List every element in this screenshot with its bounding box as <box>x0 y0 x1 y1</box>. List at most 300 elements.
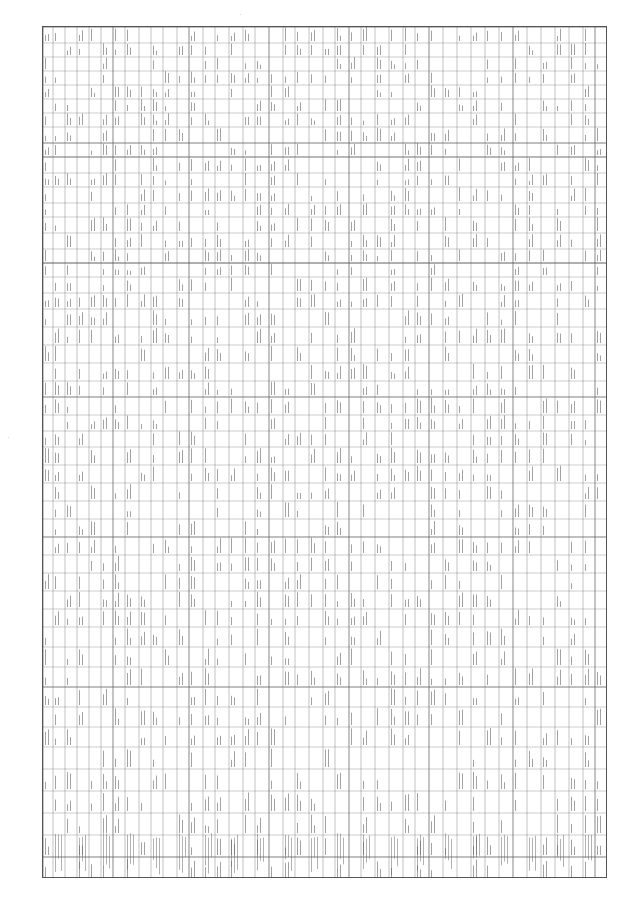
cell-text-stroke <box>515 269 516 275</box>
cell-text-stroke <box>58 697 59 705</box>
cell-text-stroke <box>501 163 502 171</box>
cell-text-stroke <box>377 402 378 413</box>
cell-text-stroke <box>103 269 104 275</box>
cell-text-stroke <box>271 314 272 325</box>
cell-text-stroke <box>115 269 116 275</box>
cell-text-stroke <box>459 673 460 685</box>
cell-text-stroke <box>363 401 364 413</box>
cell-text-stroke <box>391 561 392 571</box>
cell-text-stroke <box>487 631 488 645</box>
cell-text-stroke <box>325 838 326 855</box>
cell-text-stroke <box>529 366 530 379</box>
cell-text-stroke <box>245 434 246 445</box>
cell-text-stroke <box>245 150 246 155</box>
cell-text-stroke <box>473 399 474 413</box>
cell-text-stroke <box>217 659 218 665</box>
cell-text-stroke <box>300 49 301 55</box>
cell-text-stroke <box>118 270 119 275</box>
cell-text-stroke <box>328 372 329 379</box>
cell-text-stroke <box>325 693 326 705</box>
cell-text-stroke <box>434 521 435 535</box>
cell-text-stroke <box>391 206 392 215</box>
cell-text-stroke <box>487 145 488 155</box>
cell-text-stroke <box>103 387 104 395</box>
cell-text-stroke <box>205 61 206 69</box>
cell-text-stroke <box>103 599 104 607</box>
cell-text-stroke <box>340 402 341 413</box>
cell-text-stroke <box>325 282 326 291</box>
cell-text-stroke <box>217 547 218 553</box>
cell-text-stroke <box>588 669 589 685</box>
cell-text-stroke <box>543 268 544 275</box>
cell-text-stroke <box>325 594 326 607</box>
cell-text-stroke <box>501 32 502 41</box>
cell-text-stroke <box>271 264 272 275</box>
cell-text-stroke <box>546 509 547 517</box>
cell-text-stroke <box>182 450 183 463</box>
cell-text-stroke <box>245 752 246 767</box>
cell-text-stroke <box>153 149 154 155</box>
cell-text-stroke <box>55 346 56 361</box>
cell-text-stroke <box>473 632 474 645</box>
cell-text-stroke <box>191 159 192 171</box>
cell-text-stroke <box>311 32 312 41</box>
cell-text-stroke <box>405 819 406 833</box>
cell-text-stroke <box>529 158 530 171</box>
cell-text-stroke <box>191 697 192 705</box>
cell-text-stroke <box>288 862 289 877</box>
cell-text-stroke <box>217 563 218 571</box>
cell-text-stroke <box>70 118 71 125</box>
cell-text-stroke <box>297 511 298 517</box>
cell-text-stroke <box>515 528 516 535</box>
cell-text-stroke <box>103 563 104 571</box>
cell-text-stroke <box>487 543 488 553</box>
cell-text-stroke <box>245 159 246 171</box>
cell-text-stroke <box>58 453 59 463</box>
cell-text-stroke <box>473 389 474 395</box>
description-text-stroke <box>291 838 292 871</box>
cell-text-stroke <box>144 205 145 215</box>
cell-text-stroke <box>408 209 409 215</box>
cell-text-stroke <box>417 312 418 325</box>
cell-text-stroke <box>405 350 406 361</box>
cell-text-stroke <box>597 672 598 685</box>
cell-text-stroke <box>473 282 474 291</box>
cell-text-stroke <box>205 610 206 625</box>
cell-text-stroke <box>106 58 107 69</box>
cell-text-stroke <box>377 708 378 725</box>
cell-text-stroke <box>417 33 418 41</box>
cell-text-stroke <box>363 132 364 141</box>
cell-text-stroke <box>431 529 432 535</box>
cell-text-stroke <box>571 657 572 665</box>
cell-text-stroke <box>588 736 589 745</box>
cell-text-stroke <box>45 782 46 789</box>
cell-text-stroke <box>141 424 142 429</box>
cell-text-stroke <box>600 846 601 855</box>
cell-text-stroke <box>156 147 157 155</box>
cell-text-stroke <box>191 370 192 379</box>
cell-text-stroke <box>217 775 218 789</box>
cell-text-stroke <box>366 298 367 307</box>
cell-text-stroke <box>490 487 491 499</box>
cell-text-stroke <box>127 657 128 665</box>
cell-text-stroke <box>366 731 367 745</box>
cell-text-stroke <box>417 399 418 413</box>
cell-text-stroke <box>557 106 558 111</box>
cell-text-stroke <box>205 407 206 413</box>
cell-text-stroke <box>476 223 477 231</box>
cell-text-stroke <box>115 611 116 625</box>
cell-text-stroke <box>245 653 246 665</box>
cell-text-stroke <box>557 596 558 607</box>
cell-text-stroke <box>366 387 367 395</box>
cell-text-stroke <box>45 179 46 185</box>
cell-text-stroke <box>501 575 502 589</box>
cell-text-stroke <box>501 737 502 745</box>
cell-text-stroke <box>194 436 195 445</box>
cell-text-stroke <box>79 526 80 535</box>
cell-text-stroke <box>504 636 505 645</box>
description-text-stroke <box>231 839 232 867</box>
cell-text-stroke <box>431 714 432 725</box>
cell-text-stroke <box>245 601 246 607</box>
cell-text-stroke <box>337 473 338 481</box>
cell-text-stroke <box>445 400 446 413</box>
cell-text-stroke <box>257 221 258 231</box>
cell-text-stroke <box>217 35 218 41</box>
cell-text-stroke <box>271 468 272 481</box>
cell-text-stroke <box>431 419 432 429</box>
cell-text-stroke <box>543 865 544 877</box>
cell-text-stroke <box>115 776 116 789</box>
cell-text-stroke <box>431 398 432 413</box>
cell-text-stroke <box>231 36 232 41</box>
cell-text-stroke <box>476 91 477 97</box>
cell-text-stroke <box>501 820 502 833</box>
cell-text-stroke <box>182 820 183 833</box>
cell-text-stroke <box>127 673 128 685</box>
cell-text-stroke <box>257 451 258 463</box>
cell-text-stroke <box>434 690 435 705</box>
cell-text-stroke <box>377 678 378 685</box>
cell-text-stroke <box>501 284 502 291</box>
cell-text-stroke <box>431 487 432 499</box>
cell-text-stroke <box>91 547 92 553</box>
description-text-stroke <box>591 835 592 861</box>
cell-text-stroke <box>257 332 258 343</box>
cell-text-stroke <box>504 162 505 171</box>
cell-text-stroke <box>115 87 116 97</box>
description-text-stroke <box>205 835 206 865</box>
cell-text-stroke <box>271 795 272 811</box>
cell-text-stroke <box>70 179 71 185</box>
cell-text-stroke <box>476 386 477 395</box>
cell-text-stroke <box>55 104 56 111</box>
cell-text-stroke <box>405 188 406 201</box>
cell-text-stroke <box>300 801 301 811</box>
cell-text-stroke <box>328 691 329 705</box>
cell-text-stroke <box>144 150 145 155</box>
cell-text-stroke <box>543 101 544 111</box>
cell-text-stroke <box>431 843 432 855</box>
cell-text-stroke <box>408 150 409 155</box>
cell-text-stroke <box>501 320 502 325</box>
cell-text-stroke <box>274 472 275 481</box>
cell-text-stroke <box>156 424 157 429</box>
cell-text-stroke <box>557 730 558 745</box>
cell-text-stroke <box>391 802 392 811</box>
cell-text-stroke <box>127 204 128 215</box>
cell-text-stroke <box>257 592 258 607</box>
cell-text-stroke <box>588 300 589 307</box>
description-text-stroke <box>156 837 157 868</box>
cell-text-stroke <box>391 469 392 481</box>
description-text-stroke <box>394 836 395 859</box>
cell-text-stroke <box>394 206 395 215</box>
cell-text-stroke <box>546 398 547 413</box>
cell-text-stroke <box>380 45 381 55</box>
cell-text-stroke <box>487 372 488 379</box>
cell-text-stroke <box>473 866 474 877</box>
cell-text-stroke <box>103 319 104 325</box>
cell-text-stroke <box>337 191 338 201</box>
cell-text-stroke <box>208 826 209 833</box>
cell-text-stroke <box>297 347 298 361</box>
cell-text-stroke <box>597 267 598 275</box>
cell-text-stroke <box>91 561 92 571</box>
cell-text-stroke <box>194 560 195 571</box>
cell-text-stroke <box>351 131 352 141</box>
cell-text-stroke <box>165 574 166 589</box>
cell-text-stroke <box>106 130 107 141</box>
cell-text-stroke <box>337 207 338 215</box>
cell-text-stroke <box>245 736 246 745</box>
cell-text-stroke <box>391 191 392 201</box>
cell-text-stroke <box>571 778 572 789</box>
cell-text-stroke <box>285 77 286 83</box>
cell-text-stroke <box>274 104 275 111</box>
cell-text-stroke <box>141 113 142 125</box>
cell-text-stroke <box>58 544 59 553</box>
cell-text-stroke <box>501 195 502 201</box>
cell-text-stroke <box>597 781 598 789</box>
description-text-stroke <box>529 838 530 871</box>
cell-text-stroke <box>417 450 418 463</box>
cell-text-stroke <box>115 207 116 215</box>
cell-text-stroke <box>337 774 338 789</box>
cell-text-stroke <box>127 86 128 97</box>
cell-text-stroke <box>405 180 406 185</box>
cell-text-stroke <box>194 577 195 589</box>
cell-text-stroke <box>271 177 272 185</box>
cell-text-stroke <box>532 668 533 685</box>
cell-text-stroke <box>55 145 56 155</box>
cell-text-stroke <box>297 616 298 625</box>
cell-text-stroke <box>274 382 275 395</box>
cell-text-stroke <box>434 421 435 429</box>
cell-text-stroke <box>337 302 338 307</box>
cell-text-stroke <box>153 712 154 725</box>
cell-text-stroke <box>600 401 601 413</box>
cell-text-stroke <box>366 278 367 291</box>
cell-text-stroke <box>311 280 312 291</box>
cell-text-stroke <box>532 234 533 247</box>
cell-text-stroke <box>45 438 46 445</box>
cell-text-stroke <box>45 58 46 69</box>
cell-text-stroke <box>366 240 367 247</box>
cell-text-stroke <box>515 434 516 445</box>
cell-text-stroke <box>363 194 364 201</box>
cell-text-stroke <box>245 251 246 261</box>
cell-text-stroke <box>473 822 474 833</box>
cell-text-stroke <box>325 403 326 413</box>
cell-text-stroke <box>328 559 329 571</box>
cell-text-stroke <box>405 63 406 69</box>
cell-text-stroke <box>165 71 166 83</box>
cell-text-stroke <box>165 319 166 325</box>
cell-text-stroke <box>285 405 286 413</box>
cell-text-stroke <box>408 74 409 83</box>
cell-text-stroke <box>571 565 572 571</box>
cell-text-stroke <box>363 670 364 685</box>
cell-text-stroke <box>103 64 104 69</box>
cell-text-stroke <box>543 449 544 463</box>
cell-text-stroke <box>285 165 286 171</box>
cell-text-stroke <box>300 353 301 361</box>
cell-text-stroke <box>245 30 246 41</box>
cell-text-stroke <box>191 45 192 55</box>
cell-text-stroke <box>48 352 49 361</box>
cell-text-stroke <box>220 797 221 811</box>
cell-text-stroke <box>574 189 575 201</box>
cell-text-stroke <box>58 437 59 445</box>
cell-text-stroke <box>574 370 575 379</box>
cell-text-stroke <box>543 250 544 261</box>
cell-text-stroke <box>297 493 298 499</box>
cell-text-stroke <box>518 267 519 275</box>
cell-text-stroke <box>473 238 474 247</box>
cell-text-stroke <box>257 104 258 111</box>
cell-text-stroke <box>337 452 338 463</box>
cell-text-stroke <box>462 539 463 553</box>
cell-text-stroke <box>205 448 206 463</box>
cell-text-stroke <box>363 235 364 247</box>
cell-text-stroke <box>377 349 378 361</box>
cell-text-stroke <box>408 367 409 379</box>
cell-text-stroke <box>434 543 435 553</box>
cell-text-stroke <box>141 268 142 275</box>
cell-text-stroke <box>67 729 68 745</box>
cell-text-stroke <box>144 267 145 275</box>
cell-text-stroke <box>130 484 131 499</box>
cell-text-stroke <box>501 543 502 553</box>
cell-text-stroke <box>285 798 286 811</box>
cell-text-stroke <box>103 133 104 141</box>
cell-text-stroke <box>248 313 249 325</box>
cell-text-stroke <box>394 195 395 201</box>
cell-text-stroke <box>274 315 275 325</box>
cell-text-stroke <box>91 521 92 535</box>
cell-text-stroke <box>351 147 352 155</box>
cell-text-stroke <box>431 179 432 185</box>
cell-text-stroke <box>351 118 352 125</box>
cell-text-stroke <box>351 332 352 343</box>
cell-text-stroke <box>501 77 502 83</box>
cell-text-stroke <box>490 335 491 343</box>
cell-text-stroke <box>518 163 519 171</box>
cell-text-stroke <box>67 772 68 789</box>
cell-text-stroke <box>194 599 195 607</box>
cell-text-stroke <box>571 674 572 685</box>
cell-text-stroke <box>557 815 558 833</box>
cell-text-stroke <box>532 282 533 291</box>
cell-text-stroke <box>314 294 315 307</box>
cell-text-stroke <box>297 114 298 125</box>
cell-text-stroke <box>144 600 145 607</box>
cell-text-stroke <box>394 675 395 685</box>
cell-text-stroke <box>45 92 46 97</box>
cell-text-stroke <box>191 191 192 201</box>
cell-text-stroke <box>448 456 449 463</box>
cell-text-stroke <box>79 49 80 55</box>
cell-text-stroke <box>231 617 232 625</box>
cell-text-stroke <box>363 29 364 41</box>
cell-text-stroke <box>459 525 460 535</box>
cell-text-stroke <box>91 29 92 41</box>
cell-text-stroke <box>257 166 258 171</box>
cell-text-stroke <box>217 316 218 325</box>
cell-text-stroke <box>194 103 195 111</box>
cell-text-stroke <box>205 689 206 705</box>
cell-text-stroke <box>417 335 418 343</box>
cell-text-stroke <box>271 729 272 745</box>
cell-text-stroke <box>48 729 49 745</box>
cell-text-stroke <box>103 774 104 789</box>
cell-text-stroke <box>127 452 128 463</box>
cell-text-stroke <box>288 596 289 607</box>
cell-text-stroke <box>55 529 56 535</box>
cell-text-stroke <box>106 145 107 155</box>
cell-text-stroke <box>363 738 364 745</box>
cell-text-stroke <box>340 773 341 789</box>
cell-text-stroke <box>205 353 206 361</box>
cell-text-stroke <box>48 300 49 307</box>
cell-text-stroke <box>377 235 378 247</box>
cell-text-stroke <box>351 544 352 553</box>
cell-text-stroke <box>191 179 192 185</box>
cell-text-stroke <box>130 238 131 247</box>
cell-text-stroke <box>165 181 166 185</box>
cell-text-stroke <box>366 204 367 215</box>
cell-text-stroke <box>501 629 502 645</box>
cell-text-stroke <box>487 562 488 571</box>
cell-text-stroke <box>45 838 46 855</box>
cell-text-stroke <box>311 365 312 379</box>
cell-text-stroke <box>574 779 575 789</box>
cell-text-stroke <box>191 576 192 589</box>
cell-text-stroke <box>194 373 195 379</box>
cell-text-stroke <box>130 751 131 767</box>
cell-text-stroke <box>217 421 218 429</box>
cell-text-stroke <box>179 47 180 55</box>
rotated-table-page <box>42 26 607 878</box>
cell-text-stroke <box>597 239 598 247</box>
cell-text-stroke <box>144 350 145 361</box>
cell-text-stroke <box>543 175 544 185</box>
cell-text-stroke <box>191 432 192 445</box>
